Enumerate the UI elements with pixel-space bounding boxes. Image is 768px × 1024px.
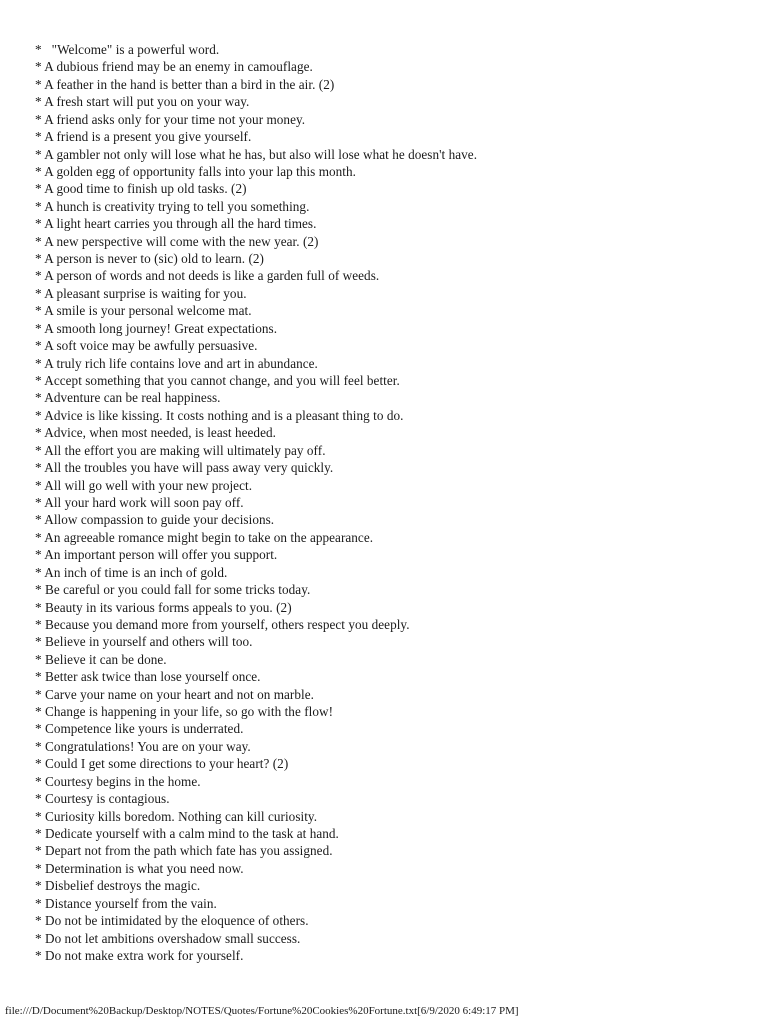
fortune-line: * Disbelief destroys the magic. — [35, 878, 201, 894]
fortune-line: * A soft voice may be awfully persuasive. — [35, 338, 258, 354]
fortune-line: * A pleasant surprise is waiting for you. — [35, 285, 247, 301]
fortune-line: * Dedicate yourself with a calm mind to the task at hand. — [35, 825, 339, 841]
fortune-line: * Curiosity kills boredom. Nothing can kill curiosity. — [35, 808, 318, 824]
fortune-line: * Distance yourself from the vain. — [35, 895, 217, 911]
fortune-line: * All the troubles you have will pass away very quickly. — [35, 460, 334, 476]
fortune-line: * Because you demand more from yourself, others respect you deeply. — [35, 616, 410, 632]
fortune-line: * Allow compassion to guide your decisions. — [35, 512, 275, 528]
fortune-line: * Believe it can be done. — [35, 651, 167, 667]
fortune-line: * A person of words and not deeds is like a garden full of weeds. — [35, 268, 380, 284]
fortune-line: * A golden egg of opportunity falls into your lap this month. — [35, 163, 356, 179]
fortune-line: * Beauty in its various forms appeals to you. (2) — [35, 599, 292, 615]
fortune-line: * Courtesy begins in the home. — [35, 773, 201, 789]
fortune-line: * A truly rich life contains love and art in abundance. — [35, 355, 318, 371]
fortune-line: * A smile is your personal welcome mat. — [35, 303, 252, 319]
fortune-line: * Courtesy is contagious. — [35, 791, 170, 807]
fortune-line: * All the effort you are making will ultimately pay off. — [35, 442, 326, 458]
fortune-line: * A dubious friend may be an enemy in camouflage. — [35, 59, 313, 75]
fortune-line: * Believe in yourself and others will too. — [35, 634, 253, 650]
fortune-line: * A smooth long journey! Great expectations. — [35, 320, 278, 336]
fortune-line: * A friend is a present you give yourself. — [35, 129, 252, 145]
fortune-line: * A new perspective will come with the new year. (2) — [35, 233, 319, 249]
fortune-line: * Do not be intimidated by the eloquence of others. — [35, 913, 309, 929]
fortune-line: * Congratulations! You are on your way. — [35, 738, 251, 754]
fortune-line: * An inch of time is an inch of gold. — [35, 564, 228, 580]
fortune-line: * A fresh start will put you on your way. — [35, 94, 250, 110]
fortune-line: * A gambler not only will lose what he has, but also will lose what he doesn't have. — [35, 146, 478, 162]
fortune-line: * Depart not from the path which fate has you assigned. — [35, 843, 333, 859]
fortune-line: * Adventure can be real happiness. — [35, 390, 221, 406]
fortune-line: * Could I get some directions to your heart? (2) — [35, 756, 289, 772]
fortune-line: * A person is never to (sic) old to learn. (2) — [35, 251, 264, 267]
fortune-line: * A light heart carries you through all the hard times. — [35, 216, 317, 232]
page-footer-file-path: file:///D/Document%20Backup/Desktop/NOTES/Quotes/Fortune%20Cookies%20Fortune.txt[6/9/2020 6:49:17 PM] — [5, 1005, 519, 1017]
fortune-line: * Be careful or you could fall for some tricks today. — [35, 582, 311, 598]
fortune-line: * Advice, when most needed, is least heeded. — [35, 425, 276, 441]
fortune-line: * All will go well with your new project. — [35, 477, 253, 493]
fortune-line: * A feather in the hand is better than a bird in the air. (2) — [35, 76, 335, 92]
fortune-line: * Competence like yours is underrated. — [35, 721, 244, 737]
fortune-line: * Do not let ambitions overshadow small success. — [35, 930, 301, 946]
fortune-line: * An agreeable romance might begin to take on the appearance. — [35, 529, 374, 545]
fortune-line: * Determination is what you need now. — [35, 860, 244, 876]
fortune-line: * All your hard work will soon pay off. — [35, 494, 244, 510]
fortune-line: * Advice is like kissing. It costs nothing and is a pleasant thing to do. — [35, 407, 404, 423]
fortune-line: * A good time to finish up old tasks. (2) — [35, 181, 247, 197]
fortune-list — [35, 41, 477, 964]
fortune-line: * Accept something that you cannot change, and you will feel better. — [35, 373, 400, 389]
fortune-line: * Better ask twice than lose yourself once. — [35, 669, 261, 685]
fortune-line: * A hunch is creativity trying to tell you something. — [35, 198, 310, 214]
fortune-line: * "Welcome" is a powerful word. — [35, 42, 220, 57]
fortune-line: * Change is happening in your life, so go with the flow! — [35, 704, 334, 720]
fortune-line: * Carve your name on your heart and not on marble. — [35, 686, 314, 702]
fortune-line: * A friend asks only for your time not your money. — [35, 111, 306, 127]
fortune-line: * Do not make extra work for yourself. — [35, 947, 244, 963]
fortune-line: * An important person will offer you support. — [35, 547, 278, 563]
